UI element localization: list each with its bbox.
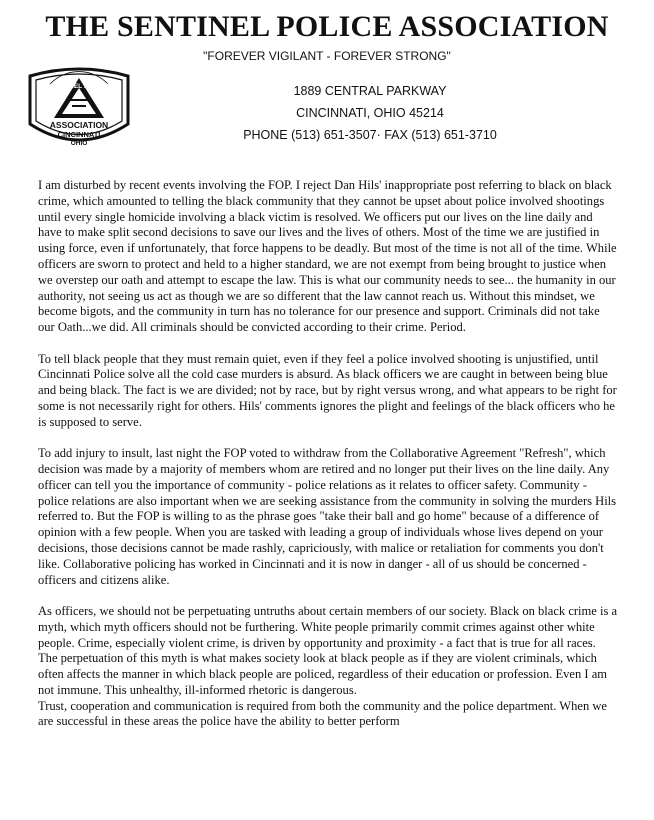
- phone-fax: PHONE (513) 651-3507· FAX (513) 651-3710: [243, 128, 497, 142]
- letter-paragraph: To add injury to insult, last night the FOP voted to withdraw from the Collaborative Agreement "Refresh", which decision was made by a majority of members whom are retired and no longer put their lives on the line daily. Any officer can tell you the importance of community - police relations as it relates to officer safety. Community - police relations are also important when we are seeking assistance from the community in solving the murders Hils referred to. But the FOP is willing to as the phrase goes "take their ball and go home" because of a difference of opinion with a few people. When you are tasked with leading a group of individuals whose lives depend on your decisions, those decisions cannot be made rashly, capriciously, with malice or retaliation for comments you don't like. Collaborative policing has worked in Cincinnati and it is now in danger - all of us should be concerned - officers and citizens alike.: [38, 446, 617, 587]
- address-city: CINCINNATI, OHIO 45214: [296, 106, 444, 120]
- letter-paragraph: As officers, we should not be perpetuating untruths about certain members of our society. Black on black crime is a myth, which myth officers should not be furthering. White people primarily commit crimes against other white people. Crime, especially violent crime, is driven by opportunity and proximity - a fact that is true for all races. The perpetuation of this myth is what makes society look at black people as if they are violent criminals, which often affects the manner in which black people are policed, regardless of their education or profession. Even I am not immune. This unhealthy, ill-informed rhetoric is dangerous.: [38, 603, 618, 697]
- letterhead-title: THE SENTINEL POLICE ASSOCIATION: [45, 10, 609, 43]
- logo-association-text: ASSOCIATION: [49, 120, 109, 130]
- address-street: 1889 CENTRAL PARKWAY: [293, 84, 447, 98]
- letter-paragraph: Trust, cooperation and communication is required from both the community and the police department. When we are successful in these areas the police have the ability to better perform: [38, 698, 608, 729]
- logo-state-text: OHIO: [70, 140, 88, 147]
- letter-body: [38, 178, 618, 730]
- association-badge-logo: [20, 58, 138, 154]
- letter-paragraph: To tell black people that they must remain quiet, even if they feel a police involved shooting is unjustified, until Cincinnati Police solve all the cold case murders is absurd. As black officers we are caught in between being blue and being black. The fact is we are divided; not by race, but by right versus wrong, and what appears to be right for some is not necessarily right for others. Hils' comments ignores the plight and feelings of the black officers who he is supposed to serve.: [38, 351, 617, 429]
- logo-arc-text: SENTINEL POLICE: [49, 83, 109, 90]
- logo-city-text: CINCINNATI: [57, 130, 101, 139]
- letterhead-motto: "FOREVER VIGILANT - FOREVER STRONG": [203, 49, 451, 63]
- letter-paragraph: I am disturbed by recent events involving the FOP. I reject Dan Hils' inappropriate post referring to black on black crime, which amounted to telling the black community that they cannot be upset about police involved shootings until every single homicide involving a black victim is resolved. We officers put our lives on the line daily and have to make split second decisions to save our lives and the lives of others. Most of the time we are justified in using force, even if unfortunately, that force happens to be deadly. But most of the time is not all of the time. While officers are sworn to protect and held to a higher standard, we are not exempt from being brought to justice when we overstep our oath and attempt to escape the law. This is what our community needs to see... the humanity in our authority, not seeing us act as though we are so different that the law cannot reach us. Without this mindset, we become bigots, and the community in turn has no tolerance for our presence and support. Criminals did not take our Oath...we did. All criminals should be convicted according to their crime. Period.: [38, 178, 617, 335]
